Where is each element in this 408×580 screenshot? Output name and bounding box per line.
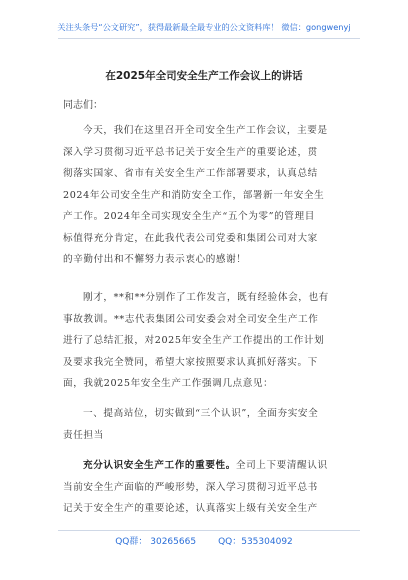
paragraph-line: 及要求我完全赞同，希望大家按照要求认真抓好落实。下 [63, 356, 318, 368]
paragraph-line [63, 455, 345, 477]
page-footer [0, 534, 408, 547]
paragraph-3 [63, 455, 345, 520]
paragraph-line: 面，我就2025年安全生产工作强调几点意见： [63, 378, 274, 389]
page-header-banner: 关注头条号“公文研究”，获得最新最全最专业的公文资料库！ 微信：gongwenyj [57, 22, 351, 32]
footer-qq-group: QQ群： 30265665 [115, 537, 197, 547]
document-title: 在2025年全司安全生产工作会议上的讲话 [105, 70, 303, 82]
section-heading-1 [63, 403, 345, 446]
heading-line: 责任担当 [63, 429, 104, 441]
paragraph-line: 的辛勤付出和不懈努力表示衷心的感谢！ [63, 254, 247, 265]
footer-qq: QQ：535304092 [218, 537, 293, 547]
paragraph-line: 刚才，**和**分别作了工作发言，既有经验体会，也有 [83, 292, 329, 303]
salutation: 同志们： [63, 100, 103, 111]
header-divider [58, 38, 360, 39]
paragraph-line: 事故教训。**志代表集团公司安委会对全司安全生产工作 [63, 313, 319, 325]
paragraph-line: 产工作。2024年全司实现安全生产“五个为零”的管理目 [63, 211, 315, 222]
paragraph-line: 标值得充分肯定，在此我代表公司党委和集团公司对大家 [63, 232, 318, 244]
paragraph-2 [63, 287, 345, 395]
paragraph-line: 进行了总结汇报，对2025年安全生产工作提出的工作计划 [63, 335, 325, 346]
paragraph-line: 记关于安全生产的重要论述，认真落实上级有关安全生产 [63, 503, 318, 514]
heading-line: 一、提高站位，切实做到“三个认识”，全面夯实安全 [83, 408, 319, 419]
paragraph-1 [63, 120, 345, 271]
paragraph-line: 深入学习贯彻习近平总书记关于安全生产的重要论述，贯 [63, 146, 318, 158]
paragraph-line: 2024年公司安全生产和消防安全工作，部署新一年安全生 [63, 189, 325, 201]
paragraph-line: 今天，我们在这里召开全司安全生产工作会议，主要是 [83, 125, 328, 136]
lead-rest: 全司上下要清醒认识 [235, 460, 328, 471]
bold-lead: 充分认识安全生产工作的重要性。 [83, 460, 236, 471]
footer-divider [58, 530, 360, 531]
paragraph-line: 彻落实国家、省市有关安全生产工作部署要求，认真总结 [63, 168, 318, 179]
paragraph-line: 当前安全生产面临的严峻形势，深入学习贯彻习近平总书 [63, 481, 318, 493]
